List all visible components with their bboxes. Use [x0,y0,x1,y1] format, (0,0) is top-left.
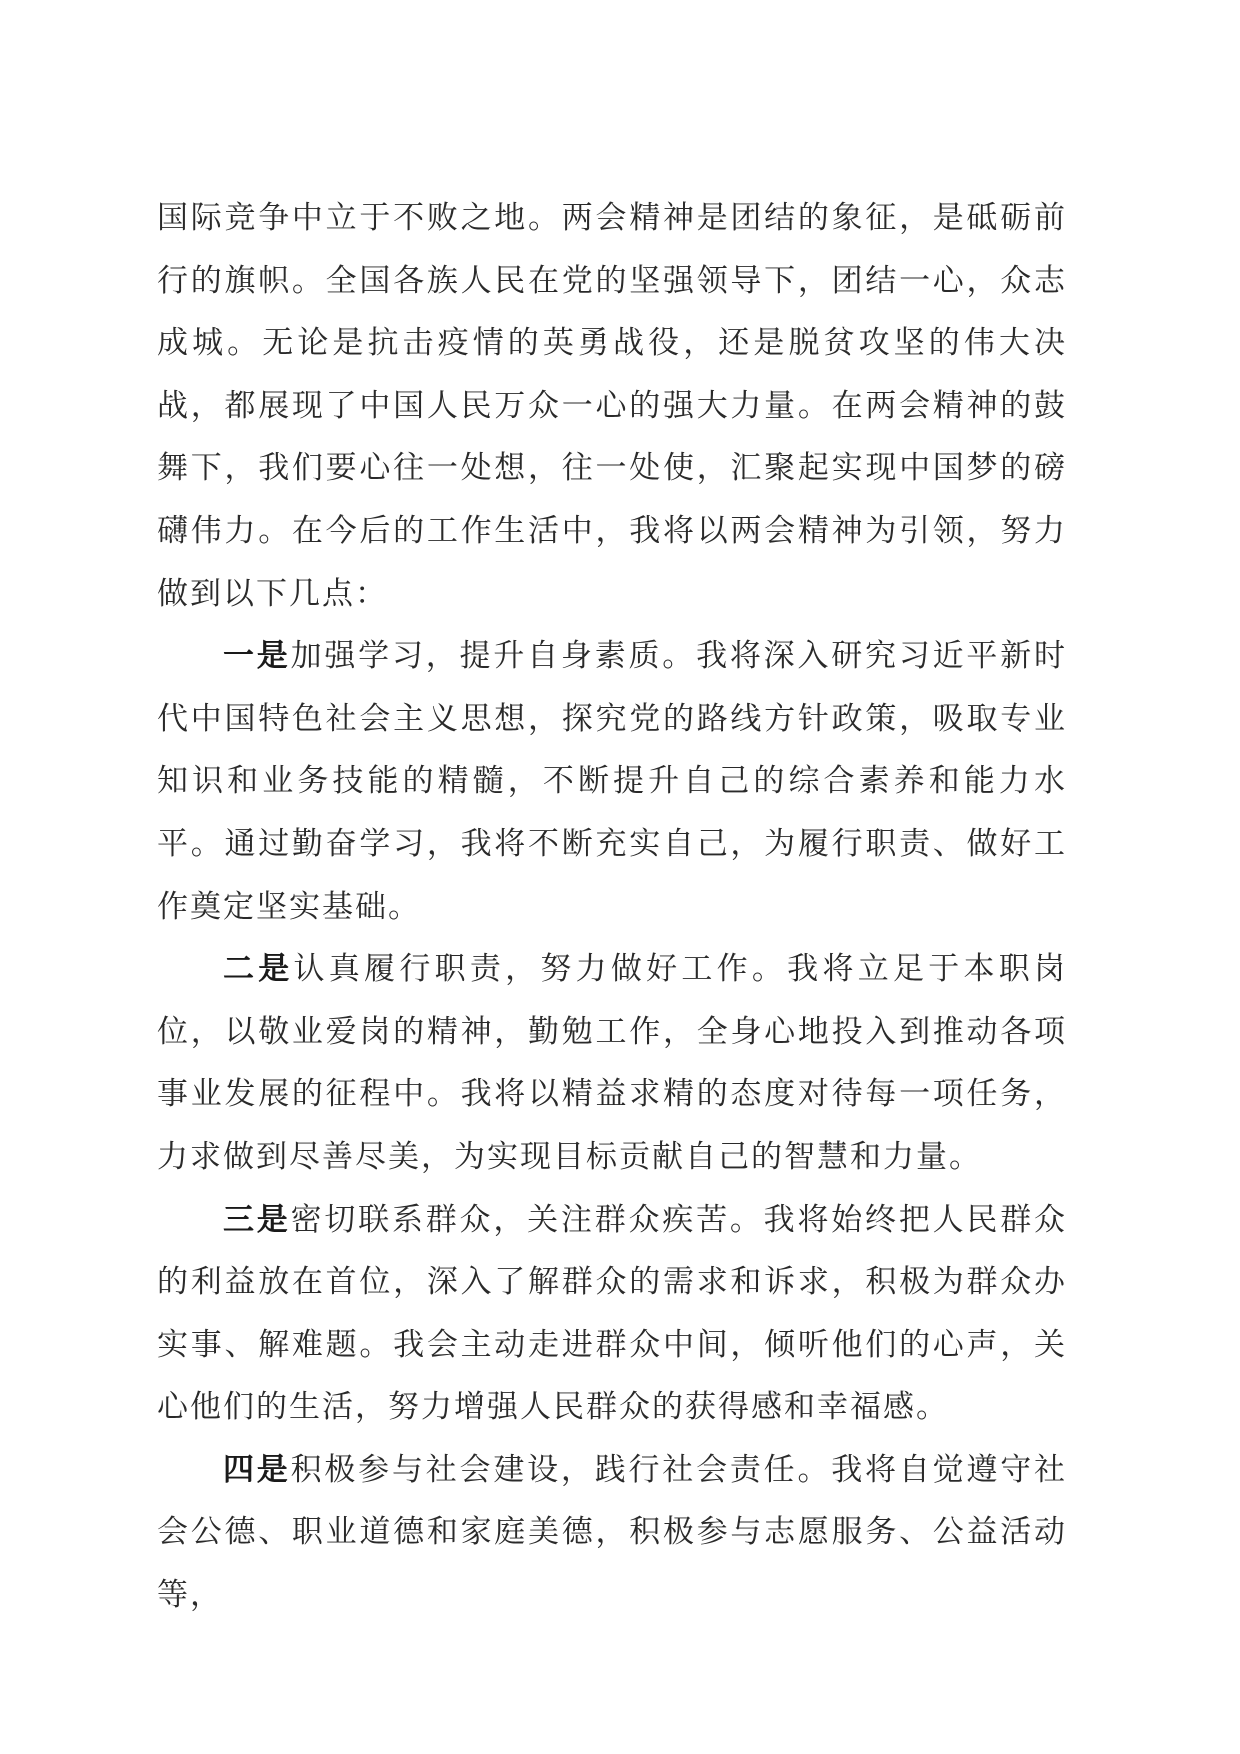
paragraph-lead: 二是 [223,951,294,988]
paragraph-text: 密切联系群众，关注群众疾苦。我将始终把人民群众的利益放在首位，深入了解群众的需求和诉求，积极为群众办实事、解难题。我会主动走进群众中间，倾听他们的心声，关心他们的生活，努力增强人民群众的获得感和幸福感。 [157,1201,1068,1426]
paragraph-point-three [157,1189,1067,1439]
paragraph-text: 积极参与社会建设，践行社会责任。我将自觉遵守社会公德、职业道德和家庭美德，积极参与志愿服务、公益活动等， [157,1451,1068,1614]
paragraph-point-one [157,625,1067,938]
paragraph-text: 加强学习，提升自身素质。我将深入研究习近平新时代中国特色社会主义思想，探究党的路线方针政策，吸取专业知识和业务技能的精髓，不断提升自己的综合素养和能力水平。通过勤奋学习，我将不断充实自己，为履行职责、做好工作奠定坚实基础。 [157,638,1068,925]
paragraph-text: 国际竞争中立于不败之地。两会精神是团结的象征，是砥砺前行的旗帜。全国各族人民在党的坚强领导下，团结一心，众志成城。无论是抗击疫情的英勇战役，还是脱贫攻坚的伟大决战，都展现了中国人民万众一心的强大力量。在两会精神的鼓舞下，我们要心往一处想，往一处使，汇聚起实现中国梦的磅礴伟力。在今后的工作生活中，我将以两会精神为引领，努力做到以下几点： [157,200,1067,612]
paragraph-continuation [157,187,1067,625]
paragraph-lead: 三是 [223,1201,291,1238]
paragraph-point-two [157,938,1067,1188]
paragraph-lead: 一是 [223,638,291,675]
paragraph-lead: 四是 [223,1451,291,1488]
document-body [157,187,1067,1627]
paragraph-text: 认真履行职责，努力做好工作。我将立足于本职岗位，以敬业爱岗的精神，勤勉工作，全身心地投入到推动各项事业发展的征程中。我将以精益求精的态度对待每一项任务，力求做到尽善尽美，为实现目标贡献自己的智慧和力量。 [157,951,1068,1175]
paragraph-point-four [157,1439,1067,1627]
